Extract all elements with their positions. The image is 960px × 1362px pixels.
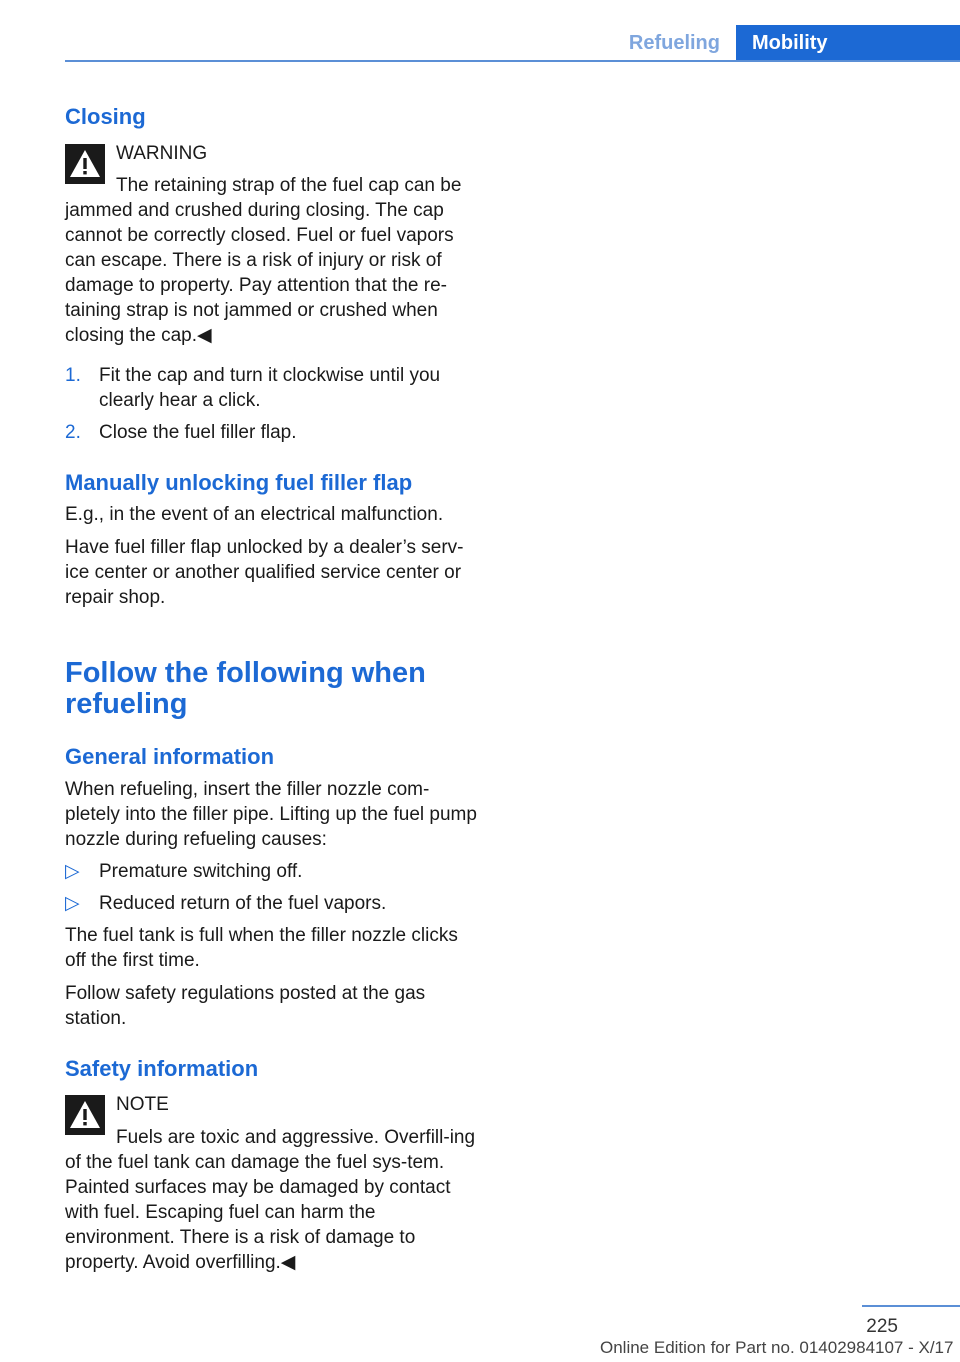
list-item: 1. Fit the cap and turn it clockwise until you clearly hear a click. [65,365,441,411]
list-item: 2. Close the fuel filler flap. [65,422,297,443]
manual-unlock-para1: E.g., in the event of an electrical malfunction. [65,504,444,525]
note-label: NOTE [116,1094,169,1115]
tab-mobility[interactable]: Mobility [736,25,960,61]
safety-heading: Safety information [65,1056,259,1081]
manual-unlock-heading: Manually unlocking fuel filler flap [65,470,413,495]
header-rule [65,60,960,62]
note-text: Fuels are toxic and aggressive. Overfill‐ing of the fuel tank can damage the fuel sys‐tem. Painted surfaces may be damaged by contact with fuel. Escaping fuel can harm the environment. There is a risk of damage to property. Avoid overfilling.◀ [65,1127,476,1273]
general-para3: Follow safety regulations posted at the gas station. [65,983,426,1029]
edition-text: Online Edition for Part no. 01402984107 - X/17 [600,1338,954,1357]
general-heading: General information [65,744,275,769]
section-title: Follow the following when refueling [65,657,426,720]
general-para2: The fuel tank is full when the filler nozzle clicks off the first time. [65,925,458,971]
warning-label: WARNING [116,143,208,164]
tab-refueling[interactable]: Refueling [628,32,720,54]
warning-text: The retaining strap of the fuel cap can be jammed and crushed during closing. The cap cannot be correctly closed. Fuel or fuel vapors can escape. There is a risk of injury or risk of damage to property. Pay attention that the re‐taining strap is not jammed or crushed when closing the cap.◀ [65,175,462,346]
page-number: 225 [866,1316,898,1337]
list-item: ▷ Reduced return of the fuel vapors. [65,893,387,914]
closing-heading: Closing [65,104,146,129]
general-para1: When refueling, insert the filler nozzle com‐pletely into the filler pipe. Lifting up the fuel pump nozzle during refueling causes: [65,779,477,850]
list-item: ▷ Premature switching off. [65,861,303,882]
manual-unlock-para2: Have fuel filler flap unlocked by a dealer’s serv‐ice center or another qualified service center or repair shop. [65,537,464,608]
footer-rule [862,1305,960,1307]
